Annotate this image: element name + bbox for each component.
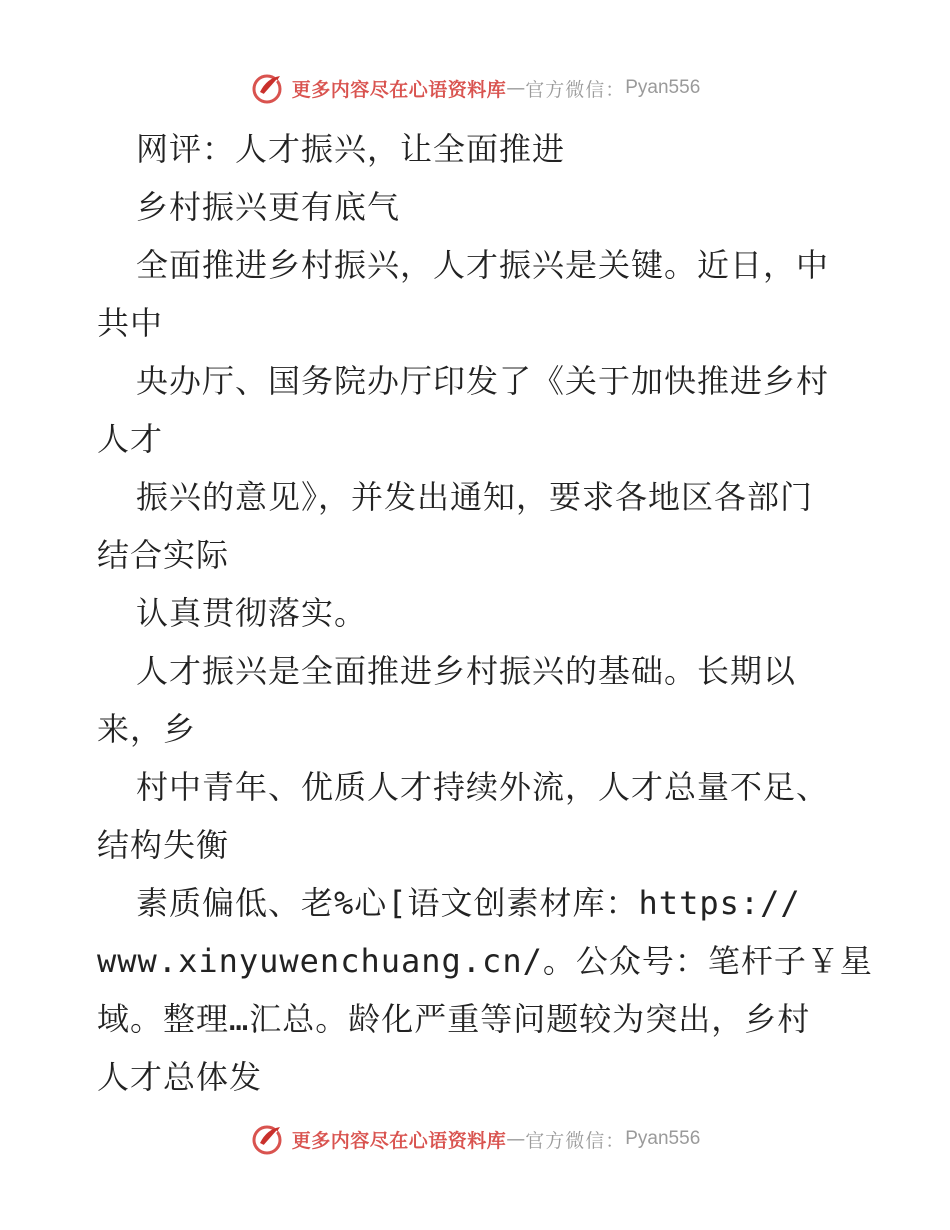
header-dash: — xyxy=(506,77,526,99)
text-line: 人才 xyxy=(97,420,164,458)
header-brand-text: 更多内容尽在心语资料库 xyxy=(291,78,507,101)
text-line: 结构失衡 xyxy=(97,826,230,864)
text-line: 人才总体发 xyxy=(97,1058,263,1096)
text-line: www.xinyuwenchuang.cn/。公众号：笔杆子￥星 xyxy=(97,942,873,980)
text-line: 央办厅、国务院办厅印发了《关于加快推进乡村 xyxy=(136,362,830,400)
article-title-line: 乡村振兴更有底气 xyxy=(136,188,401,226)
text-line: 素质偏低、老%心[语文创素材库：https:// xyxy=(136,884,801,922)
text-line: 来，乡 xyxy=(97,710,197,748)
footer-wechat-id: Pyan556 xyxy=(625,1128,701,1149)
article-body xyxy=(97,120,873,1106)
text-line: 域。整理…汇总。龄化严重等问题较为突出，乡村 xyxy=(97,1000,811,1038)
footer-banner xyxy=(0,1121,950,1161)
text-line: 振兴的意见》，并发出通知，要求各地区各部门 xyxy=(136,478,814,516)
text-line: 全面推进乡村振兴，人才振兴是关键。近日，中 xyxy=(136,246,830,284)
header-banner xyxy=(0,70,950,110)
footer-sub-text: 官方微信： xyxy=(525,1129,626,1152)
header-wechat-id: Pyan556 xyxy=(625,77,701,98)
text-line: 人才振兴是全面推进乡村振兴的基础。长期以 xyxy=(136,652,797,690)
footer-dash: — xyxy=(506,1128,526,1150)
article-title-line: 网评：人才振兴，让全面推进 xyxy=(136,130,566,168)
text-line: 认真贯彻落实。 xyxy=(136,594,368,632)
text-line: 村中青年、优质人才持续外流，人才总量不足、 xyxy=(136,768,830,806)
header-sub-text: 官方微信： xyxy=(525,78,626,101)
text-line: 共中 xyxy=(97,304,164,342)
text-line: 结合实际 xyxy=(97,536,230,574)
brand-logo-icon xyxy=(250,1121,286,1157)
brand-logo-icon xyxy=(250,70,286,106)
footer-brand-text: 更多内容尽在心语资料库 xyxy=(291,1129,507,1152)
